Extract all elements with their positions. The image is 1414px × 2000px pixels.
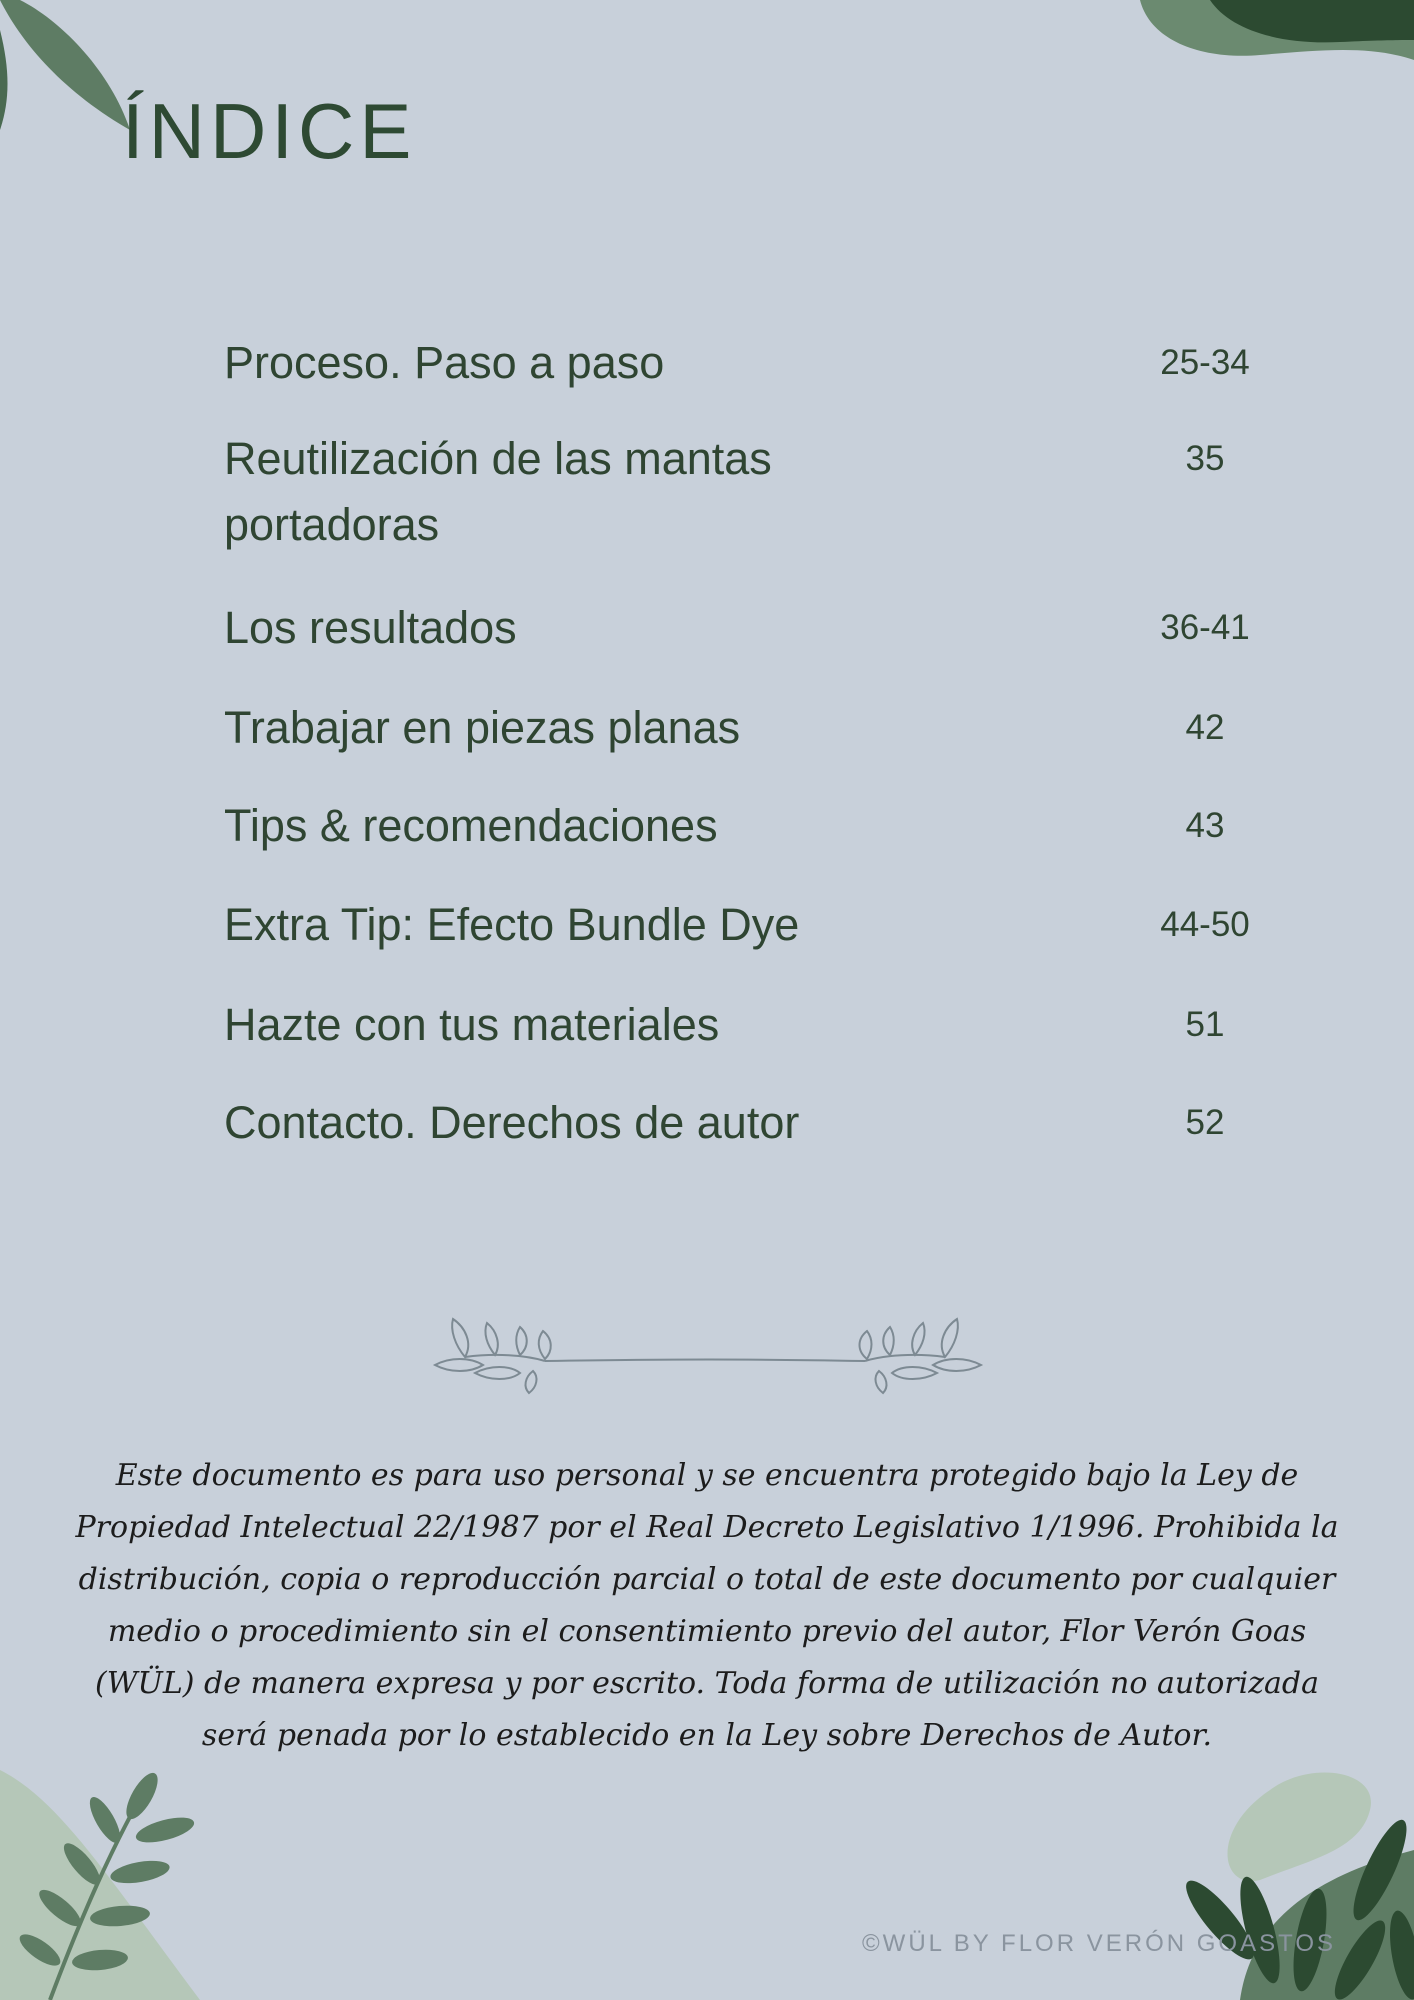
toc-entry-label: Reutilización de las mantas portadoras: [224, 433, 772, 550]
toc-entry-label: Proceso. Paso a paso: [224, 337, 665, 388]
toc-entry-page: 35: [1185, 439, 1225, 478]
toc-entry-label: Trabajar en piezas planas: [224, 702, 741, 753]
page-title: ÍNDICE: [122, 87, 417, 175]
toc-entry-page: 51: [1185, 1005, 1225, 1044]
toc-entry[interactable]: [224, 595, 1324, 661]
toc-entry[interactable]: [224, 793, 1324, 859]
footer-credit: ©WÜL BY FLOR VERÓN GOASTOS: [862, 1930, 1336, 1957]
fern-bottom-left-icon: [0, 1760, 210, 2000]
toc-entry-page: 43: [1185, 806, 1225, 845]
copyright-notice: Este documento es para uso personal y se encuentra protegido bajo la Ley de Propiedad Intelectual 22/1987 por el Real Decreto Legislativo 1/1996. Prohibida la distribución, copia o reproducción parcial o total de este documento por cualquier medio o procedimiento sin el consentimiento previo del autor, Flor Verón Goas (WÜL) de manera expresa y por escrito. Toda forma de utilización no autorizada será penada por lo establecido en la Ley sobre Derechos de Autor.: [75, 1458, 1339, 1753]
toc-entry[interactable]: [224, 892, 1324, 958]
toc-entry[interactable]: [224, 695, 1324, 761]
leaf-top-left-icon: [0, 0, 140, 140]
toc-entry[interactable]: [224, 426, 1324, 558]
toc-entry-label: Extra Tip: Efecto Bundle Dye: [224, 899, 800, 950]
toc-entry-label: Hazte con tus materiales: [224, 999, 720, 1050]
toc-entry-label: Los resultados: [224, 602, 517, 653]
toc-entry-page: 44-50: [1160, 905, 1250, 944]
laurel-divider-icon: [425, 1315, 991, 1397]
toc-entry-label: Contacto. Derechos de autor: [224, 1097, 800, 1148]
toc-entry-page: 52: [1185, 1103, 1225, 1142]
toc-entry-page: 36-41: [1160, 608, 1250, 647]
leaves-bottom-right-icon: [1180, 1770, 1414, 2000]
toc-entry[interactable]: [224, 330, 1324, 396]
toc-entry-label: Tips & recomendaciones: [224, 800, 718, 851]
toc-entry[interactable]: [224, 992, 1324, 1058]
toc-entry-page: 25-34: [1160, 343, 1250, 382]
toc-entry[interactable]: [224, 1090, 1324, 1156]
toc-entry-page: 42: [1185, 708, 1225, 747]
blob-top-right-icon: [1130, 0, 1414, 110]
